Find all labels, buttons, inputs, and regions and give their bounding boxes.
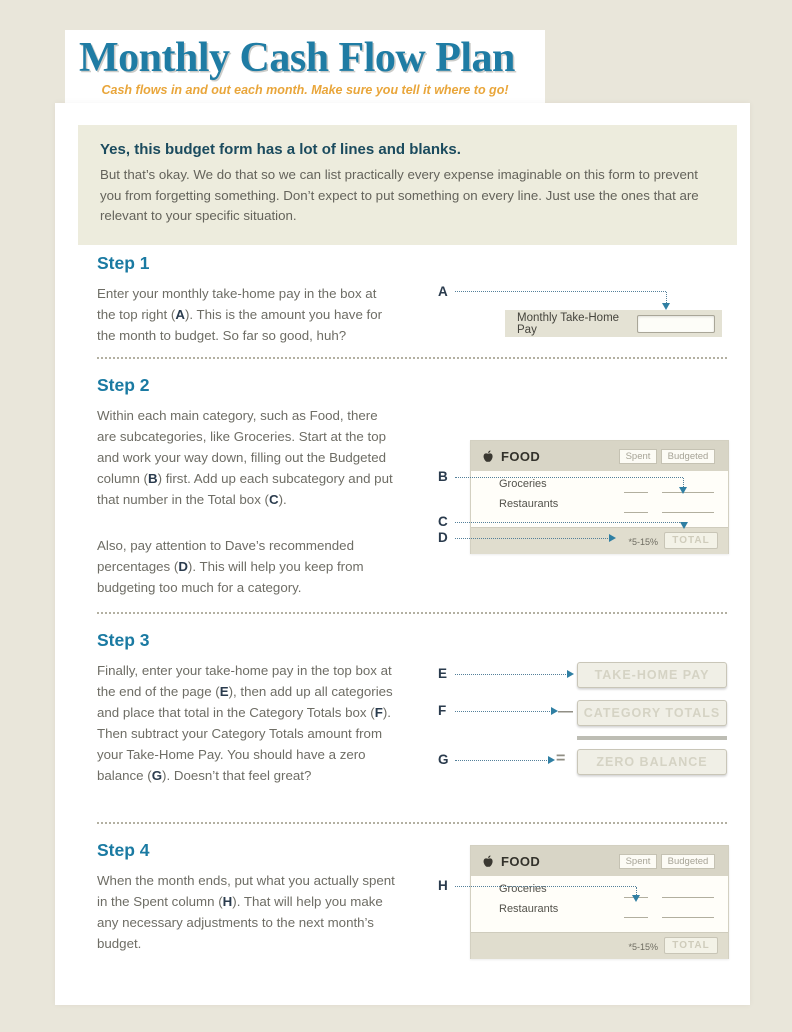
- recommended-percentage: *5-15%: [628, 942, 658, 952]
- budgeted-blank-1: [662, 492, 714, 493]
- leader-line-b: [455, 477, 683, 478]
- budgeted-column-header: Budgeted: [661, 854, 715, 869]
- step2-body-1: Within each main category, such as Food, there are subcategories, like Groceries. Start at the top and work your way down, filling out the Budgeted column (B) first. Add up each subcategory and put that number in the Total box (C).: [97, 408, 393, 507]
- arrow-right-g-icon: [548, 756, 555, 764]
- document-header: [65, 30, 545, 108]
- arrow-right-e-icon: [567, 670, 574, 678]
- subcategory-groceries: Groceries: [499, 883, 547, 895]
- take-home-pay-box: TAKE-HOME PAY: [577, 662, 727, 688]
- leader-line-h: [455, 886, 636, 887]
- leader-line-e: [455, 674, 566, 675]
- spent-blank-2: [624, 917, 648, 918]
- budgeted-blank-2: [662, 512, 714, 513]
- marker-g: G: [438, 752, 449, 767]
- arrow-down-c-icon: [680, 522, 688, 529]
- document-page: [55, 103, 750, 1005]
- marker-e: E: [438, 666, 448, 681]
- food-card-header: [471, 441, 728, 471]
- section-divider-1: [97, 357, 727, 359]
- marker-f: F: [438, 703, 447, 718]
- marker-a: A: [438, 284, 448, 299]
- zero-balance-box: ZERO BALANCE: [577, 749, 727, 775]
- leader-line-g: [455, 760, 547, 761]
- food-card-body: [471, 471, 728, 527]
- food-card-title: FOOD: [501, 448, 541, 464]
- leader-line-f: [455, 711, 550, 712]
- take-home-pay-input[interactable]: [637, 315, 715, 333]
- step2-heading: Step 2: [97, 375, 150, 395]
- food-category-card-step2: [470, 440, 729, 554]
- food-card-header: [471, 846, 728, 876]
- leader-line-a: [455, 291, 666, 292]
- budgeted-blank-2: [662, 917, 714, 918]
- food-card-body: [471, 876, 728, 932]
- food-card-footer: [471, 527, 728, 554]
- take-home-pay-label: Monthly Take-Home Pay: [517, 311, 620, 336]
- leader-drop-b: [683, 478, 684, 487]
- total-box: TOTAL: [664, 937, 718, 954]
- step1-heading: Step 1: [97, 253, 150, 273]
- subcategory-restaurants: Restaurants: [499, 903, 559, 915]
- spent-blank-1: [624, 492, 648, 493]
- page-subtitle: Cash flows in and out each month. Make sure you tell it where to go!: [101, 83, 509, 98]
- leader-line-c: [455, 522, 684, 523]
- apple-icon: [481, 449, 495, 464]
- minus-operator: —: [558, 703, 573, 720]
- spent-column-header: Spent: [619, 854, 657, 869]
- spent-column-header: Spent: [619, 449, 657, 464]
- marker-c: C: [438, 514, 448, 529]
- recommended-percentage: *5-15%: [628, 537, 658, 547]
- subcategory-restaurants: Restaurants: [499, 498, 559, 510]
- equals-operator: =: [556, 750, 566, 767]
- leader-drop-a: [666, 292, 667, 303]
- intro-body: But that’s okay. We do that so we can list practically every expense imaginable on this form to prevent you from forgetting something. Don’t expect to put something on every line. Just use the ones that are relevant to your specific situation.: [100, 167, 699, 224]
- intro-callout: [78, 125, 737, 245]
- total-box: TOTAL: [664, 532, 718, 549]
- step4-heading: Step 4: [97, 840, 150, 860]
- step1-body: Enter your monthly take-home pay in the box at the top right (A). This is the amount you have for the month to budget. So far so good, huh?: [97, 286, 383, 343]
- arrow-down-b-icon: [679, 487, 687, 494]
- category-totals-box: CATEGORY TOTALS: [577, 700, 727, 726]
- page-title: Monthly Cash Flow Plan: [79, 35, 515, 81]
- arrow-down-h-icon: [632, 895, 640, 902]
- marker-b: B: [438, 469, 448, 484]
- food-card-footer: [471, 932, 728, 959]
- leader-drop-h: [636, 887, 637, 895]
- arrow-right-f-icon: [551, 707, 558, 715]
- marker-h: H: [438, 878, 448, 893]
- budgeted-blank-1: [662, 897, 714, 898]
- food-card-title: FOOD: [501, 853, 541, 869]
- marker-d: D: [438, 530, 448, 545]
- arrow-down-a-icon: [662, 303, 670, 310]
- food-category-card-step4: [470, 845, 729, 959]
- step2-body-2: Also, pay attention to Dave’s recommended percentages (D). This will help you keep from budgeting too much for a category.: [97, 538, 364, 595]
- spent-blank-2: [624, 512, 648, 513]
- budgeted-column-header: Budgeted: [661, 449, 715, 464]
- intro-heading: Yes, this budget form has a lot of lines and blanks.: [100, 141, 461, 158]
- step4-body: When the month ends, put what you actually spent in the Spent column (H). That will help you make any necessary adjustments to the next month’s budget.: [97, 873, 395, 951]
- leader-line-d: [455, 538, 608, 539]
- apple-icon: [481, 854, 495, 869]
- step3-body: Finally, enter your take-home pay in the top box at the end of the page (E), then add up all categories and place that total in the Category Totals box (F). Then subtract your Category Totals amount from your Take-Home Pay. You should have a zero balance (G). Doesn’t that feel great?: [97, 663, 393, 783]
- arrow-right-d-icon: [609, 534, 616, 542]
- section-divider-2: [97, 612, 727, 614]
- section-divider-3: [97, 822, 727, 824]
- subtraction-rule: [577, 736, 727, 740]
- step3-heading: Step 3: [97, 630, 150, 650]
- subcategory-groceries: Groceries: [499, 478, 547, 490]
- take-home-pay-field: [505, 310, 722, 337]
